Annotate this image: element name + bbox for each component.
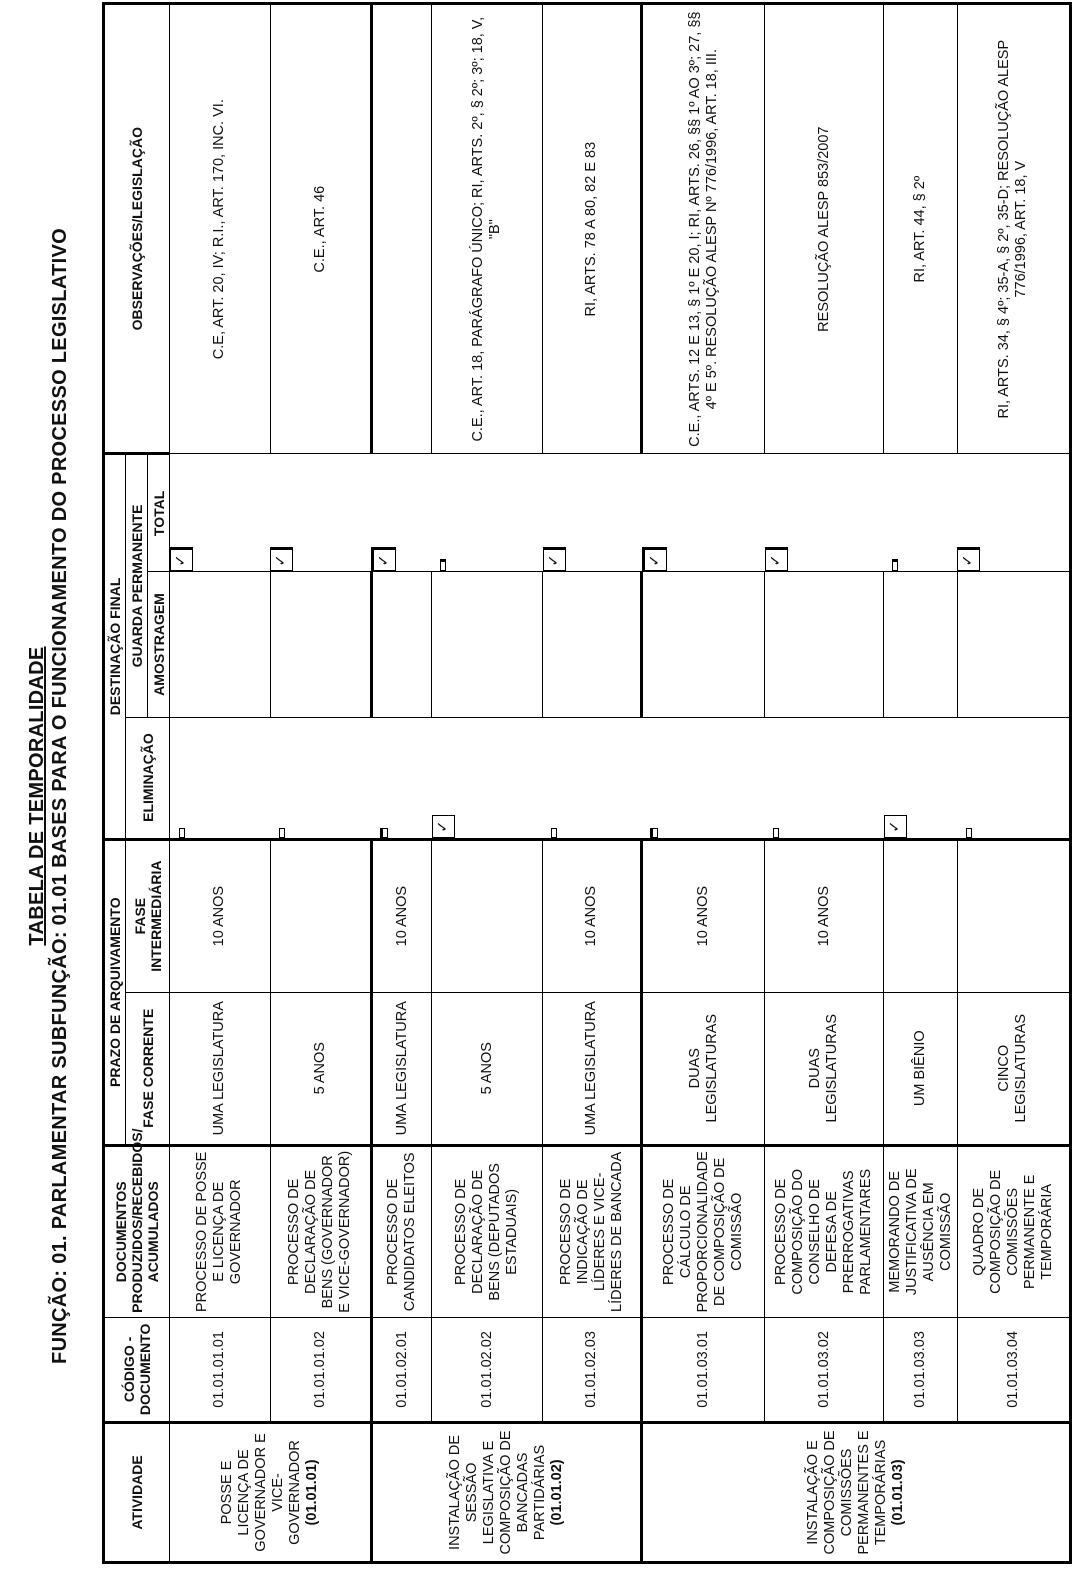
activity-cell bbox=[371, 1422, 641, 1562]
total-check: ✓ bbox=[170, 547, 193, 571]
total-check: ✓ bbox=[957, 547, 980, 571]
total-check: ✓ bbox=[270, 547, 293, 571]
header-destinacao: DESTINAÇÃO FINAL bbox=[104, 454, 126, 839]
table-row bbox=[270, 4, 371, 1563]
document-name: PROCESSO DE COMPOSIÇÃO DO CONSELHO DE DEFESA DE PRERROGATIVAS PARLAMENTARES bbox=[765, 1145, 884, 1317]
document-name: PROCESSO DE INDICAÇÃO DE LÍDERES E VICE-LÍDERES DE BANCADA bbox=[543, 1145, 642, 1317]
activity-label: INSTALAÇÃO E COMPOSIÇÃO DE COMISSÕES PERMANENTES E TEMPORÁRIAS bbox=[805, 1430, 890, 1555]
total-check: ✓ bbox=[543, 547, 566, 571]
document-name: MEMORANDO DE JUSTIFICATIVA DE AUSÊNCIA EM COMISSÃO bbox=[884, 1145, 958, 1317]
total-check bbox=[892, 559, 898, 571]
eliminacao-check: ✓ bbox=[432, 815, 455, 837]
eliminacao-check bbox=[966, 828, 972, 838]
document-subtitle: FUNÇÃO: 01. PARLAMENTAR SUBFUNÇÃO: 01.01 BASES PARA O FUNCIONAMENTO DO PROCESSO LEGISLATIVO bbox=[49, 228, 71, 1364]
fase-intermediaria-value: 10 ANOS bbox=[543, 839, 642, 992]
amostragem-value bbox=[170, 572, 271, 717]
observacoes-value: C.E, ART. 20, IV; R.I., ART. 170, INC. VI. bbox=[170, 4, 271, 454]
amostragem-value bbox=[371, 572, 432, 717]
header-prazo: PRAZO DE ARQUIVAMENTO bbox=[104, 839, 126, 1145]
document-name: PROCESSO DE POSSE E LICENÇA DE GOVERNADOR bbox=[170, 1145, 271, 1317]
observacoes-value: RI, ART. 44, § 2º bbox=[884, 4, 958, 454]
activity-code: (01.01.03) bbox=[890, 1459, 907, 1526]
amostragem-value bbox=[765, 572, 884, 717]
fase-corrente-value: UMA LEGISLATURA bbox=[170, 992, 271, 1145]
activity-code: (01.01.02) bbox=[548, 1459, 565, 1526]
activity-label: POSSE E LICENÇA DE GOVERNADOR E VICE-GOVERNADOR bbox=[218, 1433, 303, 1552]
table-row bbox=[543, 4, 642, 1563]
fase-corrente-value: DUAS LEGISLATURAS bbox=[765, 992, 884, 1145]
amostragem-value bbox=[957, 572, 1070, 717]
observacoes-value: C.E., ART. 46 bbox=[270, 4, 371, 454]
header-amostragem: AMOSTRAGEM bbox=[148, 572, 170, 717]
table-row bbox=[765, 4, 884, 1563]
fase-intermediaria-value bbox=[432, 839, 543, 992]
document-name: QUADRO DE COMPOSIÇÃO DE COMISSÕES PERMANENTE E TEMPORÁRIA bbox=[957, 1145, 1070, 1317]
header-documentos: DOCUMENTOS PRODUZIDOS/RECEBIDOS/ ACUMULADOS bbox=[104, 1145, 170, 1317]
table-row bbox=[884, 4, 958, 1563]
header-guarda-permanente: GUARDA PERMANENTE bbox=[126, 454, 148, 717]
fase-intermediaria-value bbox=[884, 839, 958, 992]
observacoes-value: C.E., ARTS. 12 E 13, § 1º E 20, I; RI, ARTS. 26, §§ 1º AO 3º; 27, §§ 4º E 5º. RESOLUÇÃO ALESP Nº 776/1996, ART. 18, III. bbox=[642, 4, 765, 454]
header-codigo: CÓDIGO - DOCUMENTO bbox=[104, 1317, 170, 1422]
table-row bbox=[957, 4, 1070, 1563]
document-code: 01.01.02.01 bbox=[371, 1317, 432, 1422]
observacoes-value: RI, ARTS. 78 A 80, 82 E 83 bbox=[543, 4, 642, 454]
fase-intermediaria-value bbox=[957, 839, 1070, 992]
header-fase-intermediaria: FASE INTERMEDIÁRIA bbox=[126, 839, 170, 992]
header-fase-corrente: FASE CORRENTE bbox=[126, 992, 170, 1145]
fase-corrente-value: UMA LEGISLATURA bbox=[371, 992, 432, 1145]
total-check bbox=[440, 559, 446, 571]
total-check: ✓ bbox=[371, 547, 396, 571]
document-name: PROCESSO DE CANDIDATOS ELEITOS bbox=[371, 1145, 432, 1317]
amostragem-value bbox=[432, 572, 543, 717]
eliminacao-check bbox=[279, 828, 285, 838]
fase-corrente-value: CINCO LEGISLATURAS bbox=[957, 992, 1070, 1145]
fase-intermediaria-value: 10 ANOS bbox=[371, 839, 432, 992]
amostragem-value bbox=[884, 572, 958, 717]
document-code: 01.01.02.03 bbox=[543, 1317, 642, 1422]
temporality-table bbox=[102, 2, 1072, 1564]
table-row bbox=[371, 4, 432, 1563]
document-name: PROCESSO DE DECLARAÇÃO DE BENS (GOVERNADOR E VICE-GOVERNADOR) bbox=[270, 1145, 371, 1317]
fase-intermediaria-value: 10 ANOS bbox=[765, 839, 884, 992]
eliminacao-check bbox=[650, 828, 658, 838]
amostragem-value bbox=[270, 572, 371, 717]
total-check: ✓ bbox=[765, 547, 788, 571]
fase-intermediaria-value bbox=[270, 839, 371, 992]
fase-corrente-value: 5 ANOS bbox=[270, 992, 371, 1145]
table-row bbox=[642, 4, 765, 1563]
table-row bbox=[170, 4, 271, 1563]
fase-intermediaria-value: 10 ANOS bbox=[170, 839, 271, 992]
fase-corrente-value: UMA LEGISLATURA bbox=[543, 992, 642, 1145]
amostragem-value bbox=[642, 572, 765, 717]
document-code: 01.01.02.02 bbox=[432, 1317, 543, 1422]
header-observacoes: OBSERVAÇÕES/LEGISLAÇÃO bbox=[104, 4, 170, 454]
eliminacao-check bbox=[380, 828, 388, 838]
observacoes-value: C.E., ART. 18, PARÁGRAFO ÚNICO; RI, ARTS. 2º, § 2º; 3º; 18, V, "B" bbox=[432, 4, 543, 454]
activity-cell bbox=[170, 1422, 372, 1562]
header-eliminacao: ELIMINAÇÃO bbox=[126, 717, 170, 839]
amostragem-value bbox=[543, 572, 642, 717]
document-code: 01.01.03.02 bbox=[765, 1317, 884, 1422]
fase-corrente-value: 5 ANOS bbox=[432, 992, 543, 1145]
document-code: 01.01.03.03 bbox=[884, 1317, 958, 1422]
table-row bbox=[432, 4, 543, 1563]
activity-label: INSTALAÇÃO DE SESSÃO LEGISLATIVA E COMPOSIÇÃO DE BANCADAS PARTIDÁRIAS bbox=[446, 1430, 548, 1555]
fase-corrente-value: UM BIÊNIO bbox=[884, 992, 958, 1145]
observacoes-value: RI, ARTS. 34, § 4º; 35-A, § 2º, 35-D; RESOLUÇÃO ALESP 776/1996, ART. 18, V bbox=[957, 4, 1070, 454]
document-title: TABELA DE TEMPORALIDADE bbox=[26, 646, 48, 946]
total-check: ✓ bbox=[642, 547, 667, 571]
observacoes-value: RESOLUÇÃO ALESP 853/2007 bbox=[765, 4, 884, 454]
activity-code: (01.01.01) bbox=[303, 1459, 320, 1526]
document-code: 01.01.03.01 bbox=[642, 1317, 765, 1422]
activity-cell bbox=[642, 1422, 1071, 1562]
document-name: PROCESSO DE CÁLCULO DE PROPORCIONALIDADE DE COMPOSIÇÃO DE COMISSÃO bbox=[642, 1145, 765, 1317]
eliminacao-check bbox=[551, 828, 557, 838]
document-code: 01.01.01.01 bbox=[170, 1317, 271, 1422]
eliminacao-check bbox=[773, 828, 779, 838]
document-name: PROCESSO DE DECLARAÇÃO DE BENS (DEPUTADOS ESTADUAIS) bbox=[432, 1145, 543, 1317]
eliminacao-check bbox=[179, 828, 185, 838]
observacoes-value bbox=[371, 4, 432, 454]
document-code: 01.01.03.04 bbox=[957, 1317, 1070, 1422]
fase-intermediaria-value: 10 ANOS bbox=[642, 839, 765, 992]
document-code: 01.01.01.02 bbox=[270, 1317, 371, 1422]
eliminacao-check: ✓ bbox=[884, 815, 907, 837]
fase-corrente-value: DUAS LEGISLATURAS bbox=[642, 992, 765, 1145]
header-atividade: ATIVIDADE bbox=[104, 1422, 170, 1562]
header-total: TOTAL bbox=[148, 454, 170, 572]
